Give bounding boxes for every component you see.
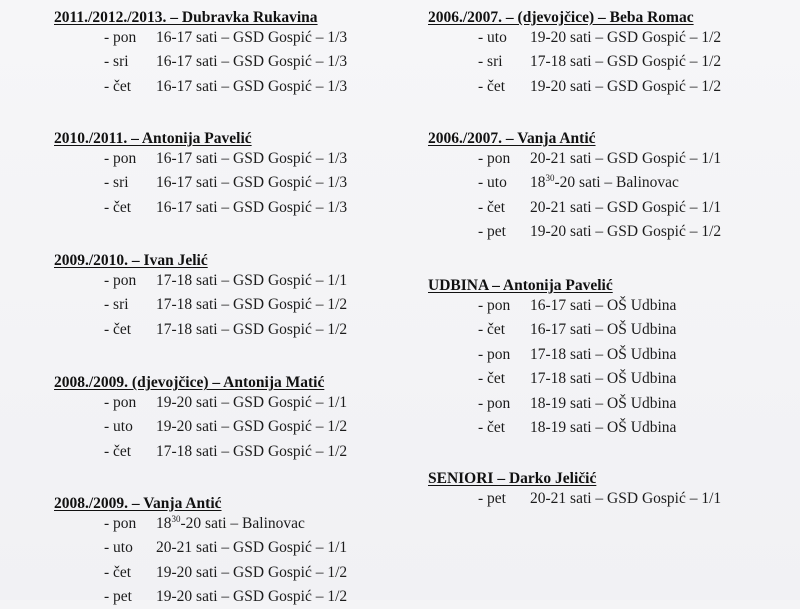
day-label: - čet bbox=[478, 321, 506, 339]
time-location: 17-18 sati – OŠ Udbina bbox=[530, 345, 677, 363]
day-label: - pon bbox=[104, 394, 137, 411]
group-heading: SENIORI – Darko Jeličić bbox=[428, 470, 597, 487]
time-location: 17-18 sati – GSD Gospić – 1/1 bbox=[156, 272, 348, 289]
day-label: - sri bbox=[104, 174, 129, 192]
day-label: - čet bbox=[104, 442, 132, 460]
time-location: 16-17 sati – OŠ Udbina bbox=[530, 321, 677, 339]
time-location: 17-18 sati – OŠ Udbina bbox=[530, 370, 677, 388]
time-rest: -20 sati – Balinovac bbox=[554, 174, 679, 192]
time-location: 17-18 sati – GSD Gospić – 1/2 bbox=[156, 442, 348, 460]
day-label: - čet bbox=[478, 77, 506, 95]
day-label: - pon bbox=[478, 345, 511, 363]
time-location: 19-20 sati – GSD Gospić – 1/2 bbox=[156, 587, 348, 605]
day-label: - pon bbox=[104, 515, 137, 532]
time-location: 19-20 sati – GSD Gospić – 1/2 bbox=[530, 77, 722, 95]
day-label: - pet bbox=[478, 223, 506, 241]
time-location bbox=[156, 512, 305, 536]
time-location: 16-17 sati – GSD Gospić – 1/3 bbox=[156, 29, 348, 46]
time-location: 17-18 sati – GSD Gospić – 1/2 bbox=[156, 296, 348, 314]
time-location: 20-21 sati – GSD Gospić – 1/1 bbox=[156, 539, 348, 557]
time-location: 17-18 sati – GSD Gospić – 1/2 bbox=[530, 53, 722, 71]
day-label: - pon bbox=[104, 272, 137, 289]
group-heading: 2006./2007. – Vanja Antić bbox=[428, 130, 596, 147]
day-label: - čet bbox=[104, 563, 132, 581]
day-label: - čet bbox=[478, 198, 506, 216]
day-label: - pon bbox=[478, 150, 511, 167]
day-label: - pon bbox=[478, 394, 511, 412]
day-label: - čet bbox=[478, 370, 506, 388]
day-label: - čet bbox=[104, 198, 132, 216]
time-location: 20-21 sati – GSD Gospić – 1/1 bbox=[530, 150, 722, 167]
day-label: - sri bbox=[478, 53, 503, 71]
day-label: - pon bbox=[104, 150, 137, 167]
time-location: 16-17 sati – GSD Gospić – 1/3 bbox=[156, 53, 348, 71]
group-heading: UDBINA – Antonija Pavelić bbox=[428, 277, 613, 294]
day-label: - čet bbox=[104, 77, 132, 95]
time-location: 18-19 sati – OŠ Udbina bbox=[530, 394, 677, 412]
day-label: - uto bbox=[104, 539, 133, 557]
time-location: 20-21 sati – GSD Gospić – 1/1 bbox=[530, 490, 722, 507]
time-hour: 18 bbox=[530, 174, 546, 192]
time-location: 20-21 sati – GSD Gospić – 1/1 bbox=[530, 198, 722, 216]
time-location: 16-17 sati – GSD Gospić – 1/3 bbox=[156, 150, 348, 167]
time-location: 19-20 sati – GSD Gospić – 1/2 bbox=[156, 418, 348, 436]
day-label: - čet bbox=[478, 419, 506, 436]
group-heading: 2011./2012./2013. – Dubravka Rukavina bbox=[54, 9, 318, 26]
time-hour: 18 bbox=[156, 515, 172, 532]
group-heading: 2009./2010. – Ivan Jelić bbox=[54, 252, 208, 269]
time-rest: -20 sati – Balinovac bbox=[180, 515, 305, 532]
time-location: 18-19 sati – OŠ Udbina bbox=[530, 419, 677, 436]
day-label: - pet bbox=[478, 490, 506, 507]
time-location: 16-17 sati – OŠ Udbina bbox=[530, 297, 677, 314]
group-heading: 2008./2009. (djevojčice) – Antonija Matić bbox=[54, 374, 325, 391]
day-label: - pon bbox=[104, 29, 137, 46]
time-location: 19-20 sati – GSD Gospić – 1/2 bbox=[156, 563, 348, 581]
day-label: - pon bbox=[478, 297, 511, 314]
time-location: 16-17 sati – GSD Gospić – 1/3 bbox=[156, 174, 348, 192]
time-minutes-superscript: 30 bbox=[171, 513, 181, 524]
time-location bbox=[530, 171, 679, 195]
day-label: - uto bbox=[478, 29, 507, 46]
time-location: 17-18 sati – GSD Gospić – 1/2 bbox=[156, 320, 348, 338]
group-heading: 2006./2007. – (djevojčice) – Beba Romac bbox=[428, 9, 694, 26]
time-location: 19-20 sati – GSD Gospić – 1/2 bbox=[530, 29, 722, 46]
day-label: - sri bbox=[104, 296, 129, 314]
time-location: 19-20 sati – GSD Gospić – 1/2 bbox=[530, 223, 722, 241]
day-label: - čet bbox=[104, 320, 132, 338]
day-label: - sri bbox=[104, 53, 129, 71]
day-label: - pet bbox=[104, 587, 132, 605]
day-label: - uto bbox=[478, 174, 507, 192]
day-label: - uto bbox=[104, 418, 133, 436]
group-heading: 2008./2009. – Vanja Antić bbox=[54, 495, 222, 512]
time-location: 16-17 sati – GSD Gospić – 1/3 bbox=[156, 77, 348, 95]
group-heading: 2010./2011. – Antonija Pavelić bbox=[54, 130, 252, 147]
time-minutes-superscript: 30 bbox=[545, 173, 555, 184]
time-location: 16-17 sati – GSD Gospić – 1/3 bbox=[156, 198, 348, 216]
time-location: 19-20 sati – GSD Gospić – 1/1 bbox=[156, 394, 348, 411]
